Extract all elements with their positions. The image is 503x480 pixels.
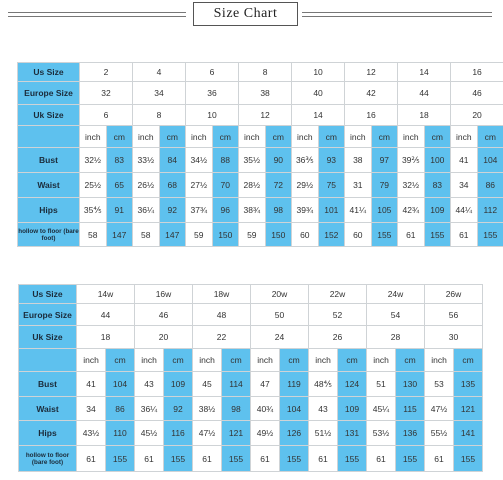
unit-cm-label: cm (265, 126, 292, 148)
size-row (19, 304, 483, 326)
inch-value: 51½ (309, 421, 338, 446)
cm-value: 104 (106, 372, 135, 397)
size-cell: 30 (425, 326, 483, 349)
cm-value: 147 (159, 223, 186, 247)
inch-value: 38½ (193, 397, 222, 421)
size-cell: 12 (239, 105, 292, 126)
cm-value: 116 (164, 421, 193, 446)
inch-value: 45½ (135, 421, 164, 446)
inch-value: 39¾ (292, 198, 319, 223)
title-rule-left (8, 12, 186, 17)
cm-value: 92 (159, 198, 186, 223)
inch-value: 59 (239, 223, 266, 247)
size-cell: 54 (367, 304, 425, 326)
cm-value: 136 (396, 421, 425, 446)
cm-value: 155 (280, 446, 309, 472)
cm-value: 155 (454, 446, 483, 472)
measurement-label: Hips (19, 421, 77, 446)
unit-cm-label: cm (222, 349, 251, 372)
cm-value: 93 (318, 148, 345, 173)
size-cell: 20 (135, 326, 193, 349)
cm-value: 110 (106, 421, 135, 446)
unit-cm-label: cm (159, 126, 186, 148)
cm-value: 72 (265, 173, 292, 198)
inch-value: 35½ (239, 148, 266, 173)
size-cell: 20w (251, 285, 309, 304)
unit-cm-label: cm (106, 349, 135, 372)
size-cell: 26 (309, 326, 367, 349)
inch-value: 61 (309, 446, 338, 472)
measurement-label: Waist (19, 397, 77, 421)
size-cell: 6 (186, 63, 239, 82)
unit-inch-label: inch (251, 349, 280, 372)
inch-value: 61 (451, 223, 478, 247)
size-chart-table-regular (17, 62, 503, 247)
unit-inch-label: inch (186, 126, 213, 148)
measurement-row (18, 198, 503, 223)
inch-value: 45 (193, 372, 222, 397)
cm-value: 115 (396, 397, 425, 421)
unit-cm-label: cm (454, 349, 483, 372)
size-cell: 40 (292, 82, 345, 105)
cm-value: 98 (222, 397, 251, 421)
size-cell: 38 (239, 82, 292, 105)
inch-value: 31 (345, 173, 372, 198)
unit-cm-label: cm (338, 349, 367, 372)
size-cell: 8 (239, 63, 292, 82)
cm-value: 124 (338, 372, 367, 397)
inch-value: 49½ (251, 421, 280, 446)
unit-cm-label: cm (164, 349, 193, 372)
size-row (18, 63, 503, 82)
cm-value: 104 (477, 148, 503, 173)
size-cell: 26w (425, 285, 483, 304)
inch-value: 36⅗ (292, 148, 319, 173)
cm-value: 155 (106, 446, 135, 472)
size-row (19, 326, 483, 349)
cm-value: 83 (106, 148, 133, 173)
size-cell: 42 (345, 82, 398, 105)
page-title: Size Chart (193, 2, 298, 26)
size-cell: 16 (451, 63, 503, 82)
inch-value: 55½ (425, 421, 454, 446)
measurement-row (18, 173, 503, 198)
cm-value: 105 (371, 198, 398, 223)
size-cell: 48 (193, 304, 251, 326)
size-cell: 4 (133, 63, 186, 82)
cm-value: 152 (318, 223, 345, 247)
cm-value: 126 (280, 421, 309, 446)
unit-cm-label: cm (280, 349, 309, 372)
cm-value: 109 (424, 198, 451, 223)
unit-inch-label: inch (133, 126, 160, 148)
size-cell: 32 (80, 82, 133, 105)
inch-value: 58 (80, 223, 107, 247)
unit-cm-label: cm (371, 126, 398, 148)
inch-value: 61 (77, 446, 106, 472)
cm-value: 121 (222, 421, 251, 446)
size-cell: 34 (133, 82, 186, 105)
cm-value: 155 (424, 223, 451, 247)
size-cell: 14 (398, 63, 451, 82)
unit-inch-label: inch (398, 126, 425, 148)
cm-value: 155 (338, 446, 367, 472)
inch-value: 61 (367, 446, 396, 472)
cm-value: 90 (265, 148, 292, 173)
size-row (19, 285, 483, 304)
cm-value: 96 (212, 198, 239, 223)
measurement-label: Waist (18, 173, 80, 198)
cm-value: 104 (280, 397, 309, 421)
measurement-row (19, 397, 483, 421)
size-cell: 16w (135, 285, 193, 304)
cm-value: 141 (454, 421, 483, 446)
unit-cm-label: cm (106, 126, 133, 148)
unit-inch-label: inch (425, 349, 454, 372)
title-rule-right (302, 12, 492, 17)
cm-value: 155 (222, 446, 251, 472)
inch-value: 53½ (367, 421, 396, 446)
measurement-row (19, 372, 483, 397)
cm-value: 101 (318, 198, 345, 223)
size-cell: 10 (292, 63, 345, 82)
inch-value: 38 (345, 148, 372, 173)
inch-value: 45¼ (367, 397, 396, 421)
size-cell: 2 (80, 63, 133, 82)
unit-row (18, 126, 503, 148)
size-cell: 20 (451, 105, 503, 126)
unit-inch-label: inch (80, 126, 107, 148)
size-cell: 10 (186, 105, 239, 126)
size-cell: 18w (193, 285, 251, 304)
size-cell: 44 (77, 304, 135, 326)
unit-cm-label: cm (396, 349, 425, 372)
inch-value: 40¾ (251, 397, 280, 421)
inch-value: 34 (77, 397, 106, 421)
inch-value: 32½ (80, 148, 107, 173)
cm-value: 75 (318, 173, 345, 198)
cm-value: 109 (338, 397, 367, 421)
inch-value: 44¼ (451, 198, 478, 223)
cm-value: 86 (477, 173, 503, 198)
size-cell: 16 (345, 105, 398, 126)
measurement-label: hollow to floor (bare foot) (18, 223, 80, 247)
size-cell: 14w (77, 285, 135, 304)
measurement-label: Hips (18, 198, 80, 223)
inch-value: 60 (345, 223, 372, 247)
size-row (18, 82, 503, 105)
inch-value: 43 (309, 397, 338, 421)
inch-value: 41¼ (345, 198, 372, 223)
size-cell: 12 (345, 63, 398, 82)
row-label: Us Size (19, 285, 77, 304)
cm-value: 65 (106, 173, 133, 198)
size-cell: 22w (309, 285, 367, 304)
inch-value: 26½ (133, 173, 160, 198)
inch-value: 61 (398, 223, 425, 247)
row-label: Uk Size (18, 105, 80, 126)
inch-value: 48⅘ (309, 372, 338, 397)
size-cell: 24w (367, 285, 425, 304)
unit-inch-label: inch (239, 126, 266, 148)
inch-value: 33½ (133, 148, 160, 173)
unit-row (19, 349, 483, 372)
cm-value: 147 (106, 223, 133, 247)
size-cell: 44 (398, 82, 451, 105)
inch-value: 39⅖ (398, 148, 425, 173)
size-cell: 52 (309, 304, 367, 326)
inch-value: 34½ (186, 148, 213, 173)
inch-value: 35⅘ (80, 198, 107, 223)
cm-value: 114 (222, 372, 251, 397)
measurement-row (19, 421, 483, 446)
measurement-row (18, 148, 503, 173)
size-cell: 6 (80, 105, 133, 126)
size-cell: 46 (451, 82, 503, 105)
cm-value: 155 (477, 223, 503, 247)
measurement-label: Bust (18, 148, 80, 173)
row-label: Uk Size (19, 326, 77, 349)
unit-cm-label: cm (318, 126, 345, 148)
size-row (18, 105, 503, 126)
cm-value: 88 (212, 148, 239, 173)
cm-value: 135 (454, 372, 483, 397)
inch-value: 41 (77, 372, 106, 397)
inch-value: 28½ (239, 173, 266, 198)
unit-inch-label: inch (77, 349, 106, 372)
inch-value: 47½ (193, 421, 222, 446)
inch-value: 27½ (186, 173, 213, 198)
size-cell: 46 (135, 304, 193, 326)
row-label: Europe Size (19, 304, 77, 326)
inch-value: 61 (251, 446, 280, 472)
unit-inch-label: inch (135, 349, 164, 372)
unit-cm-label: cm (477, 126, 503, 148)
cm-value: 155 (396, 446, 425, 472)
unit-cm-label: cm (424, 126, 451, 148)
inch-value: 34 (451, 173, 478, 198)
cm-value: 84 (159, 148, 186, 173)
cm-value: 119 (280, 372, 309, 397)
inch-value: 58 (133, 223, 160, 247)
size-cell: 18 (77, 326, 135, 349)
measurement-label: hollow to floor (bare foot) (19, 446, 77, 472)
cm-value: 150 (212, 223, 239, 247)
size-cell: 28 (367, 326, 425, 349)
unit-inch-label: inch (309, 349, 338, 372)
cm-value: 130 (396, 372, 425, 397)
inch-value: 60 (292, 223, 319, 247)
unit-cm-label: cm (212, 126, 239, 148)
cm-value: 109 (164, 372, 193, 397)
inch-value: 42¾ (398, 198, 425, 223)
size-cell: 8 (133, 105, 186, 126)
size-cell: 22 (193, 326, 251, 349)
cm-value: 86 (106, 397, 135, 421)
unit-row-label-blank (19, 349, 77, 372)
size-cell: 50 (251, 304, 309, 326)
title-bar (0, 0, 503, 30)
unit-row-label-blank (18, 126, 80, 148)
inch-value: 37¾ (186, 198, 213, 223)
cm-value: 91 (106, 198, 133, 223)
size-cell: 56 (425, 304, 483, 326)
inch-value: 43 (135, 372, 164, 397)
row-label: Us Size (18, 63, 80, 82)
inch-value: 32½ (398, 173, 425, 198)
size-cell: 36 (186, 82, 239, 105)
cm-value: 150 (265, 223, 292, 247)
unit-inch-label: inch (451, 126, 478, 148)
size-cell: 18 (398, 105, 451, 126)
cm-value: 92 (164, 397, 193, 421)
unit-inch-label: inch (345, 126, 372, 148)
inch-value: 51 (367, 372, 396, 397)
measurement-label: Bust (19, 372, 77, 397)
measurement-row (19, 446, 483, 472)
size-cell: 24 (251, 326, 309, 349)
cm-value: 155 (164, 446, 193, 472)
cm-value: 121 (454, 397, 483, 421)
inch-value: 29½ (292, 173, 319, 198)
inch-value: 36¼ (133, 198, 160, 223)
inch-value: 47 (251, 372, 280, 397)
cm-value: 97 (371, 148, 398, 173)
cm-value: 70 (212, 173, 239, 198)
unit-inch-label: inch (367, 349, 396, 372)
cm-value: 98 (265, 198, 292, 223)
unit-inch-label: inch (292, 126, 319, 148)
cm-value: 83 (424, 173, 451, 198)
inch-value: 38¾ (239, 198, 266, 223)
unit-inch-label: inch (193, 349, 222, 372)
cm-value: 112 (477, 198, 503, 223)
cm-value: 131 (338, 421, 367, 446)
inch-value: 36¼ (135, 397, 164, 421)
inch-value: 47½ (425, 397, 454, 421)
inch-value: 61 (193, 446, 222, 472)
cm-value: 79 (371, 173, 398, 198)
cm-value: 100 (424, 148, 451, 173)
inch-value: 43½ (77, 421, 106, 446)
inch-value: 25½ (80, 173, 107, 198)
inch-value: 59 (186, 223, 213, 247)
measurement-row (18, 223, 503, 247)
inch-value: 61 (425, 446, 454, 472)
cm-value: 155 (371, 223, 398, 247)
row-label: Europe Size (18, 82, 80, 105)
size-chart-table-plus (18, 284, 483, 472)
cm-value: 68 (159, 173, 186, 198)
inch-value: 53 (425, 372, 454, 397)
inch-value: 41 (451, 148, 478, 173)
inch-value: 61 (135, 446, 164, 472)
size-cell: 14 (292, 105, 345, 126)
